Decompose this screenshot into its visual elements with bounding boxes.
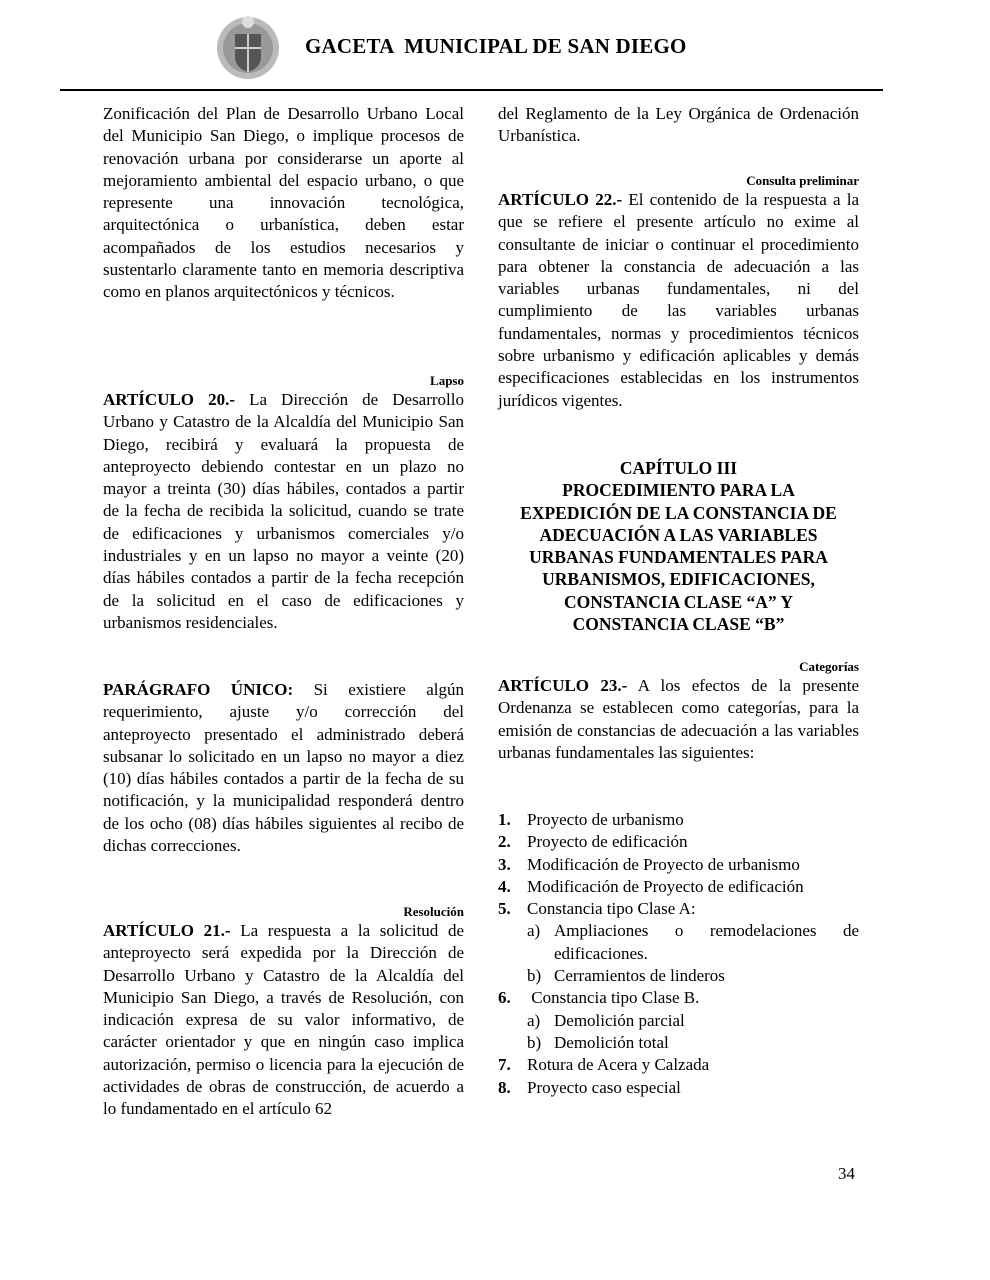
article-23-label: ARTÍCULO 23.-	[498, 676, 628, 695]
paragraph-intro-right: del Reglamento de la Ley Orgánica de Ordenación Urbanística.	[498, 104, 859, 146]
list-item: 5. Constancia tipo Clase A:	[498, 899, 696, 919]
paragraph-intro-left: Zonificación del Plan de Desarrollo Urbano Local del Municipio San Diego, o implique procesos de renovación urbana por considerarse un aporte al mejoramiento ambiental del espacio urbano, o que represente una innovación tecnológica, arquitectónica o urbanística, deben estar acompañados de los estudios necesarios y sustentarlo claramente tanto en memoria descriptiva como en planos arquitectónicos y técnicos.	[103, 104, 464, 302]
section-heading-resolucion: Resolución	[403, 904, 464, 919]
categories-list	[498, 809, 859, 1099]
paragrafo-unico-label: PARÁGRAFO ÚNICO:	[103, 680, 294, 699]
article-22-text: El contenido de la respuesta a la que se refiere el presente artículo no exime al consultante de iniciar o continuar el procedimiento para obtener la constancia de adecuación a las variables urbanas fundamentales, ni del cumplimiento de las variables urbanas fundamentales, normas y procedimientos técnicos sobre urbanismo y edificación aplicables y demás especificaciones establecidas en los instrumentos jurídicos vigentes.	[498, 190, 860, 410]
header-rule	[60, 89, 883, 91]
chapter-line: PROCEDIMIENTO PARA LA	[562, 480, 795, 501]
article-20-text: La Dirección de Desarrollo Urbano y Catastro de la Alcaldía del Municipio San Diego, recibirá y evaluará la propuesta de anteproyecto debiendo contestar en un plazo no mayor a treinta (30) días hábiles, contados a partir de la fecha de recibida la solicitud, cuando se trate de edificaciones y urbanismos comerciales y/o industriales y en un lapso no mayor a veinte (20) días hábiles contados a partir de la fecha recepción de la solicitud en el caso de edificaciones y urbanismos residenciales.	[103, 390, 464, 632]
list-item: 6. Constancia tipo Clase B.	[498, 988, 700, 1008]
list-item: 8. Proyecto caso especial	[498, 1077, 681, 1097]
section-heading-categorias: Categorías	[799, 659, 859, 674]
article-23-text: A los efectos de la presente Ordenanza se establecen como categorías, para la emisión de constancias de adecuación a las variables urbanas fundamentales las siguientes:	[498, 676, 859, 762]
list-item: 4. Modificación de Proyecto de edificación	[498, 876, 804, 896]
list-item: 3. Modificación de Proyecto de urbanismo	[498, 854, 800, 874]
municipal-coat-of-arms-logo	[208, 14, 288, 82]
article-20-label: ARTÍCULO 20.-	[103, 390, 235, 409]
gazette-title: GACETA MUNICIPAL DE SAN DIEGO	[305, 34, 687, 58]
article-23	[498, 675, 859, 764]
sub-list-item: b) Demolición total	[527, 1032, 669, 1052]
list-item: 2. Proyecto de edificación	[498, 832, 688, 852]
chapter-line: CONSTANCIA CLASE “A” Y	[564, 591, 793, 612]
chapter-heading	[498, 457, 859, 635]
right-column	[498, 103, 859, 1163]
list-item: 7. Rotura de Acera y Calzada	[498, 1055, 710, 1075]
article-21-label: ARTÍCULO 21.-	[103, 921, 231, 940]
article-21-text: La respuesta a la solicitud de anteproyecto será expedida por la Dirección de Desarrollo Urbano y Catastro de la Alcaldía del Municipio San Diego, a través de Resolución, con indicación expresa de su valor informativo, de carácter orientador y que en ningún caso implica autorización, permiso o licencia para la ejecución de actividades de obras de construcción, de acuerdo a lo fundamentado en el artículo 62	[103, 921, 464, 1119]
left-column	[103, 103, 464, 1163]
paragrafo-unico-text: Si existiere algún requerimiento, ajuste y/o corrección del anteproyecto presentado el administrado deberá subsanar lo solicitado en un lapso no mayor a diez (10) días hábiles contados a partir de la fecha de su notificación, y la municipalidad responderá dentro de los ocho (08) días hábiles siguientes al recibo de dichas correcciones.	[103, 680, 465, 856]
sub-list-item: a) Demolición parcial	[527, 1010, 685, 1030]
section-heading-consulta-preliminar: Consulta preliminar	[746, 173, 859, 188]
chapter-line: ADECUACIÓN A LAS VARIABLES	[539, 524, 818, 545]
chapter-line: URBANISMOS, EDIFICACIONES,	[542, 569, 815, 590]
article-22	[498, 189, 859, 412]
sub-list-item: a) Ampliaciones o remodelaciones de edificaciones.	[527, 921, 859, 963]
chapter-line: CAPÍTULO III	[619, 458, 738, 478]
chapter-line: EXPEDICIÓN DE LA CONSTANCIA DE	[520, 502, 837, 523]
chapter-line: CONSTANCIA CLASE “B”	[572, 614, 785, 635]
article-21	[103, 920, 464, 1121]
list-item: 1. Proyecto de urbanismo	[498, 810, 684, 829]
article-20	[103, 389, 464, 634]
article-22-label: ARTÍCULO 22.-	[498, 190, 623, 209]
sub-list-item: b) Cerramientos de linderos	[527, 966, 725, 986]
page-number: 34	[838, 1164, 855, 1183]
section-heading-lapso: Lapso	[430, 373, 464, 388]
paragrafo-unico	[103, 679, 464, 857]
chapter-line: URBANAS FUNDAMENTALES PARA	[529, 547, 828, 568]
